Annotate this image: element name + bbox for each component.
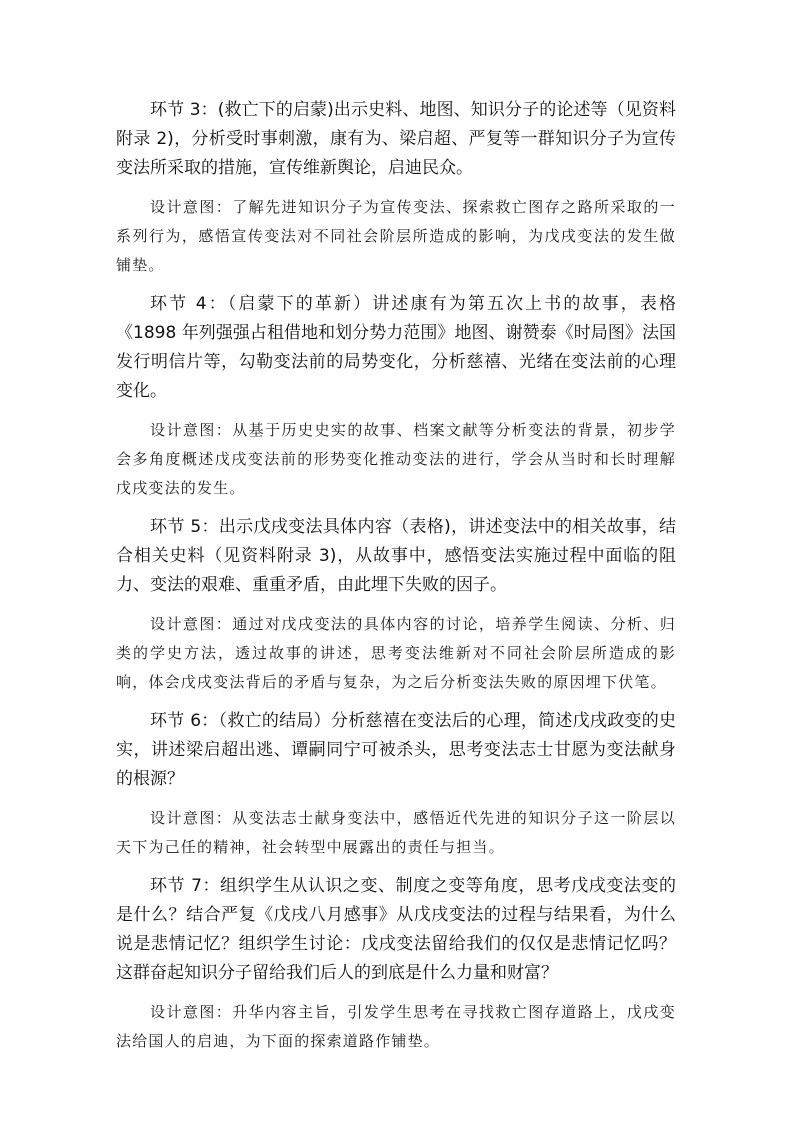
step-7-paragraph: 环节 7：组织学生从认识之变、制度之变等角度，思考戊戌变法变的是什么？结合严复《戊戌八月感事》从戊戌变法的过程与结果看，为什么说是悲情记忆？组织学生讨论：戊戌变法留给我们的仅仅是悲情记忆吗？这群奋起知识分子留给我们后人的到底是什么力量和财富？ [116,876,676,983]
step-5-paragraph: 环节 5：出示戊戌变法具体内容（表格)，讲述变法中的相关故事，结合相关史料（见资料附录 3)，从故事中，感悟变法实施过程中面临的阻力、变法的艰难、重重矛盾，由此埋下失败的因子。 [116,517,676,595]
step-6-paragraph: 环节 6：（救亡的结局）分析慈禧在变法后的心理，简述戊戌政变的史实，讲述梁启超出逃、谭嗣同宁可被杀头，思考变法志士甘愿为变法献身的根源？ [116,711,676,789]
step-4-paragraph: 环节 4：（启蒙下的革新）讲述康有为第五次上书的故事，表格《1898 年列强强占租借地和划分势力范围》地图、谢赞泰《时局图》法国发行明信片等，勾勒变法前的局势变化，分析慈禧、光绪在变法前的心理变化。 [116,294,676,401]
step-4-design-intent: 设计意图：从基于历史史实的故事、档案文献等分析变法的背景，初步学会多角度概述戊戌变法前的形势变化推动变法的进行，学会从当时和长时理解戊戌变法的发生。 [116,421,676,497]
step-3-paragraph: 环节 3：(救亡下的启蒙)出示史料、地图、知识分子的论述等（见资料附录 2)，分析受时事刺激，康有为、梁启超、严复等一群知识分子为宣传变法所采取的措施，宣传维新舆论，启迪民众。 [116,100,676,178]
step-6-design-intent: 设计意图：从变法志士献身变法中，感悟近代先进的知识分子这一阶层以天下为己任的精神，社会转型中展露出的责任与担当。 [116,809,676,856]
step-3-design-intent: 设计意图：了解先进知识分子为宣传变法、探索救亡图存之路所采取的一系列行为，感悟宣传变法对不同社会阶层所造成的影响，为戊戌变法的发生做铺垫。 [116,198,676,274]
document-body [116,96,676,1066]
step-7-design-intent: 设计意图：升华内容主旨，引发学生思考在寻找救亡图存道路上，戊戌变法给国人的启迪，为下面的探索道路作铺垫。 [116,1003,676,1050]
step-5-design-intent: 设计意图：通过对戊戌变法的具体内容的讨论，培养学生阅读、分析、归类的学史方法，透过故事的讲述，思考变法维新对不同社会阶层所造成的影响，体会戊戌变法背后的矛盾与复杂，为之后分析变法失败的原因埋下伏笔。 [116,615,676,691]
